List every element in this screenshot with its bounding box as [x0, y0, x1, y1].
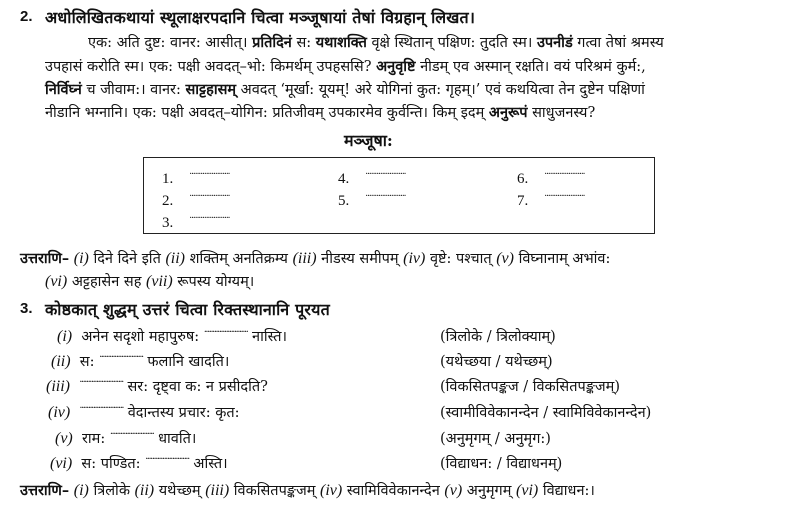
fill-row-4: [48, 402, 240, 422]
roman-numeral: (iv): [403, 250, 426, 267]
roman-numeral: (v): [444, 482, 463, 499]
sentence-before: स:: [79, 354, 95, 370]
roman-numeral: (i): [57, 328, 73, 345]
roman-numeral: (iii): [46, 378, 70, 395]
manjusha-item-2[interactable]: [162, 191, 229, 210]
item-number: 1.: [162, 171, 174, 187]
item-number: 4.: [338, 171, 350, 187]
q3-answers-line: [20, 482, 595, 500]
fill-row-6: [50, 453, 228, 473]
blank-input[interactable]: ··························: [109, 429, 154, 440]
answer-text: विघ्नानाम् अभांव:: [518, 251, 611, 267]
sentence-after: धावति।: [158, 431, 197, 447]
passage-text: स:: [291, 35, 316, 51]
manjusha-item-5[interactable]: [338, 191, 405, 210]
blank-dots: ······················: [544, 169, 585, 180]
answer-text: रूपस्य योग्यम्।: [177, 274, 255, 290]
question-3-number: 3.: [20, 300, 33, 317]
sentence-before: स: पण्डित:: [81, 456, 141, 472]
blank-input[interactable]: ··························: [203, 327, 248, 338]
roman-numeral: (iii): [292, 250, 317, 267]
keyword-bold: अनुवृष्टि: [376, 58, 416, 75]
item-number: 5.: [338, 193, 350, 209]
fill-row-3: [46, 376, 268, 396]
sentence-before: राम:: [81, 431, 106, 447]
fill-row-5: [55, 428, 196, 448]
passage-text: वृक्षे स्थितान् पक्षिण: तुदति स्म।: [366, 35, 537, 51]
roman-numeral: (ii): [51, 353, 71, 370]
roman-numeral: (v): [496, 250, 514, 267]
keyword-bold: साट्टहासम्: [185, 81, 237, 98]
blank-dots: ······················: [365, 169, 406, 180]
answer-text: स्वामिविवेकानन्देन: [346, 483, 440, 499]
blank-input[interactable]: ··························: [79, 403, 124, 414]
passage-line-1: [88, 34, 664, 52]
passage-text: नीडम् एव अस्मान् रक्षति। वयं परिश्रमं कुर्म:,: [415, 59, 646, 75]
roman-numeral: (ii): [165, 250, 185, 267]
blank-dots: ······················: [544, 191, 585, 202]
blank-input[interactable]: ··························: [79, 377, 123, 388]
manjusha-item-1[interactable]: [162, 169, 229, 188]
passage-line-3: [45, 81, 645, 99]
sentence-after: वेदान्तस्य प्रचार: कृत:: [127, 405, 240, 421]
sentence-before: अनेन सदृशो महापुरुष:: [81, 329, 200, 345]
passage-line-4: [45, 104, 595, 122]
options-3: (विकसितपङ्कज / विकसितपङ्कजम्): [440, 379, 620, 395]
answer-text: विकसितपङ्कजम्: [233, 483, 316, 499]
manjusha-title: मञ्जूषा:: [344, 131, 393, 150]
question-2-number: 2.: [20, 8, 33, 25]
manjusha-item-4[interactable]: [338, 169, 405, 188]
roman-numeral: (vi): [516, 482, 539, 499]
manjusha-item-3[interactable]: [162, 213, 229, 232]
roman-numeral: (vi): [50, 455, 73, 472]
options-6: (विद्याधन: / विद्याधनम्): [440, 456, 563, 472]
question-3-title: कोष्ठकात् शुद्धम् उत्तरं चित्वा रिक्तस्थानानि पूरयत: [45, 300, 330, 319]
keyword-bold: यथाशक्ति: [315, 34, 367, 51]
passage-text: नीडानि भग्नानि। एक: पक्षी अवदत्–योगिन: प्रतिजीवम् उपकारमेव कुर्वन्ति। किम् इदम्: [45, 105, 489, 121]
options-1: (त्रिलोके / त्रिलोक्याम्): [440, 329, 556, 345]
answer-text: शक्तिम् अनतिक्रम्य: [189, 251, 288, 267]
answers-label: उत्तराणि–: [20, 482, 70, 499]
roman-numeral: (iv): [320, 482, 343, 499]
answer-text: वृष्टे: पश्चात्: [429, 251, 492, 267]
roman-numeral: (i): [73, 482, 89, 499]
q2-answers-line-1: [20, 250, 610, 268]
keyword-bold: निर्विघ्नं: [45, 81, 82, 98]
passage-line-2: [45, 58, 646, 76]
keyword-bold: प्रतिदिनं: [252, 34, 292, 51]
blank-dots: ······················: [189, 191, 230, 202]
answers-label: उत्तराणि–: [20, 250, 70, 267]
fill-row-1: [57, 326, 287, 346]
answer-text: त्रिलोके: [93, 483, 130, 499]
blank-dots: ······················: [365, 191, 406, 202]
options-5: (अनुमृगम् / अनुमृग:): [440, 431, 551, 447]
keyword-bold: अनुरूपं: [488, 104, 528, 121]
roman-numeral: (ii): [134, 482, 155, 499]
fill-row-2: [51, 351, 229, 371]
passage-text: गत्वा तेषां श्रमस्य: [572, 35, 664, 51]
passage-text: च जीवाम:। वानर:: [81, 82, 186, 98]
question-2-title: अधोलिखितकथायां स्थूलाक्षरपदानि चित्वा मञ्जूषायां तेषां विग्रहान् लिखत।: [45, 8, 476, 27]
sentence-after: नास्ति।: [252, 329, 287, 345]
answer-text: नीडस्य समीपम्: [321, 251, 399, 267]
roman-numeral: (iv): [48, 404, 71, 421]
q2-answers-line-2: [45, 273, 254, 291]
manjusha-item-7[interactable]: [517, 191, 584, 210]
roman-numeral: (iii): [205, 482, 230, 499]
answer-text: यथेच्छम्: [158, 483, 201, 499]
roman-numeral: (vi): [45, 273, 68, 290]
answer-text: दिने दिने इति: [93, 251, 161, 267]
options-2: (यथेच्छया / यथेच्छम्): [440, 354, 553, 370]
roman-numeral: (i): [73, 250, 89, 267]
blank-dots: ······················: [189, 169, 230, 180]
blank-input[interactable]: ··························: [145, 454, 189, 465]
roman-numeral: (vii): [146, 273, 173, 290]
keyword-bold: उपनीडं: [536, 34, 573, 51]
sentence-after: फलानि खादति।: [147, 354, 230, 370]
manjusha-item-6[interactable]: [517, 169, 584, 188]
answer-text: अट्टहासेन सह: [71, 274, 142, 290]
roman-numeral: (v): [55, 430, 73, 447]
options-4: (स्वामीविवेकानन्देन / स्वामिविवेकानन्देन): [440, 405, 652, 421]
sentence-after: सर: दृष्ट्वा क: न प्रसीदति?: [127, 379, 268, 395]
answer-text: विद्याधन:।: [542, 483, 595, 499]
blank-dots: ······················: [189, 213, 230, 224]
passage-text: एक: अति दुष्ट: वानर: आसीत्।: [88, 35, 253, 51]
item-number: 2.: [162, 193, 174, 209]
item-number: 3.: [162, 215, 174, 231]
blank-input[interactable]: ··························: [99, 352, 143, 363]
passage-text: अवदत् ‘मूर्खा: यूयम्! अरे योगिनां कुत: गृहम्।’ एवं कथयित्वा तेन दुष्टेन पक्षिणां: [236, 82, 645, 98]
sentence-after: अस्ति।: [193, 456, 228, 472]
passage-text: साधुजनस्य?: [527, 105, 596, 121]
item-number: 7.: [517, 193, 529, 209]
item-number: 6.: [517, 171, 529, 187]
passage-text: उपहासं करोति स्म। एक: पक्षी अवदत्–भो: किमर्थम् उपहससि?: [45, 59, 377, 75]
answer-text: अनुमृगम्: [466, 483, 512, 499]
